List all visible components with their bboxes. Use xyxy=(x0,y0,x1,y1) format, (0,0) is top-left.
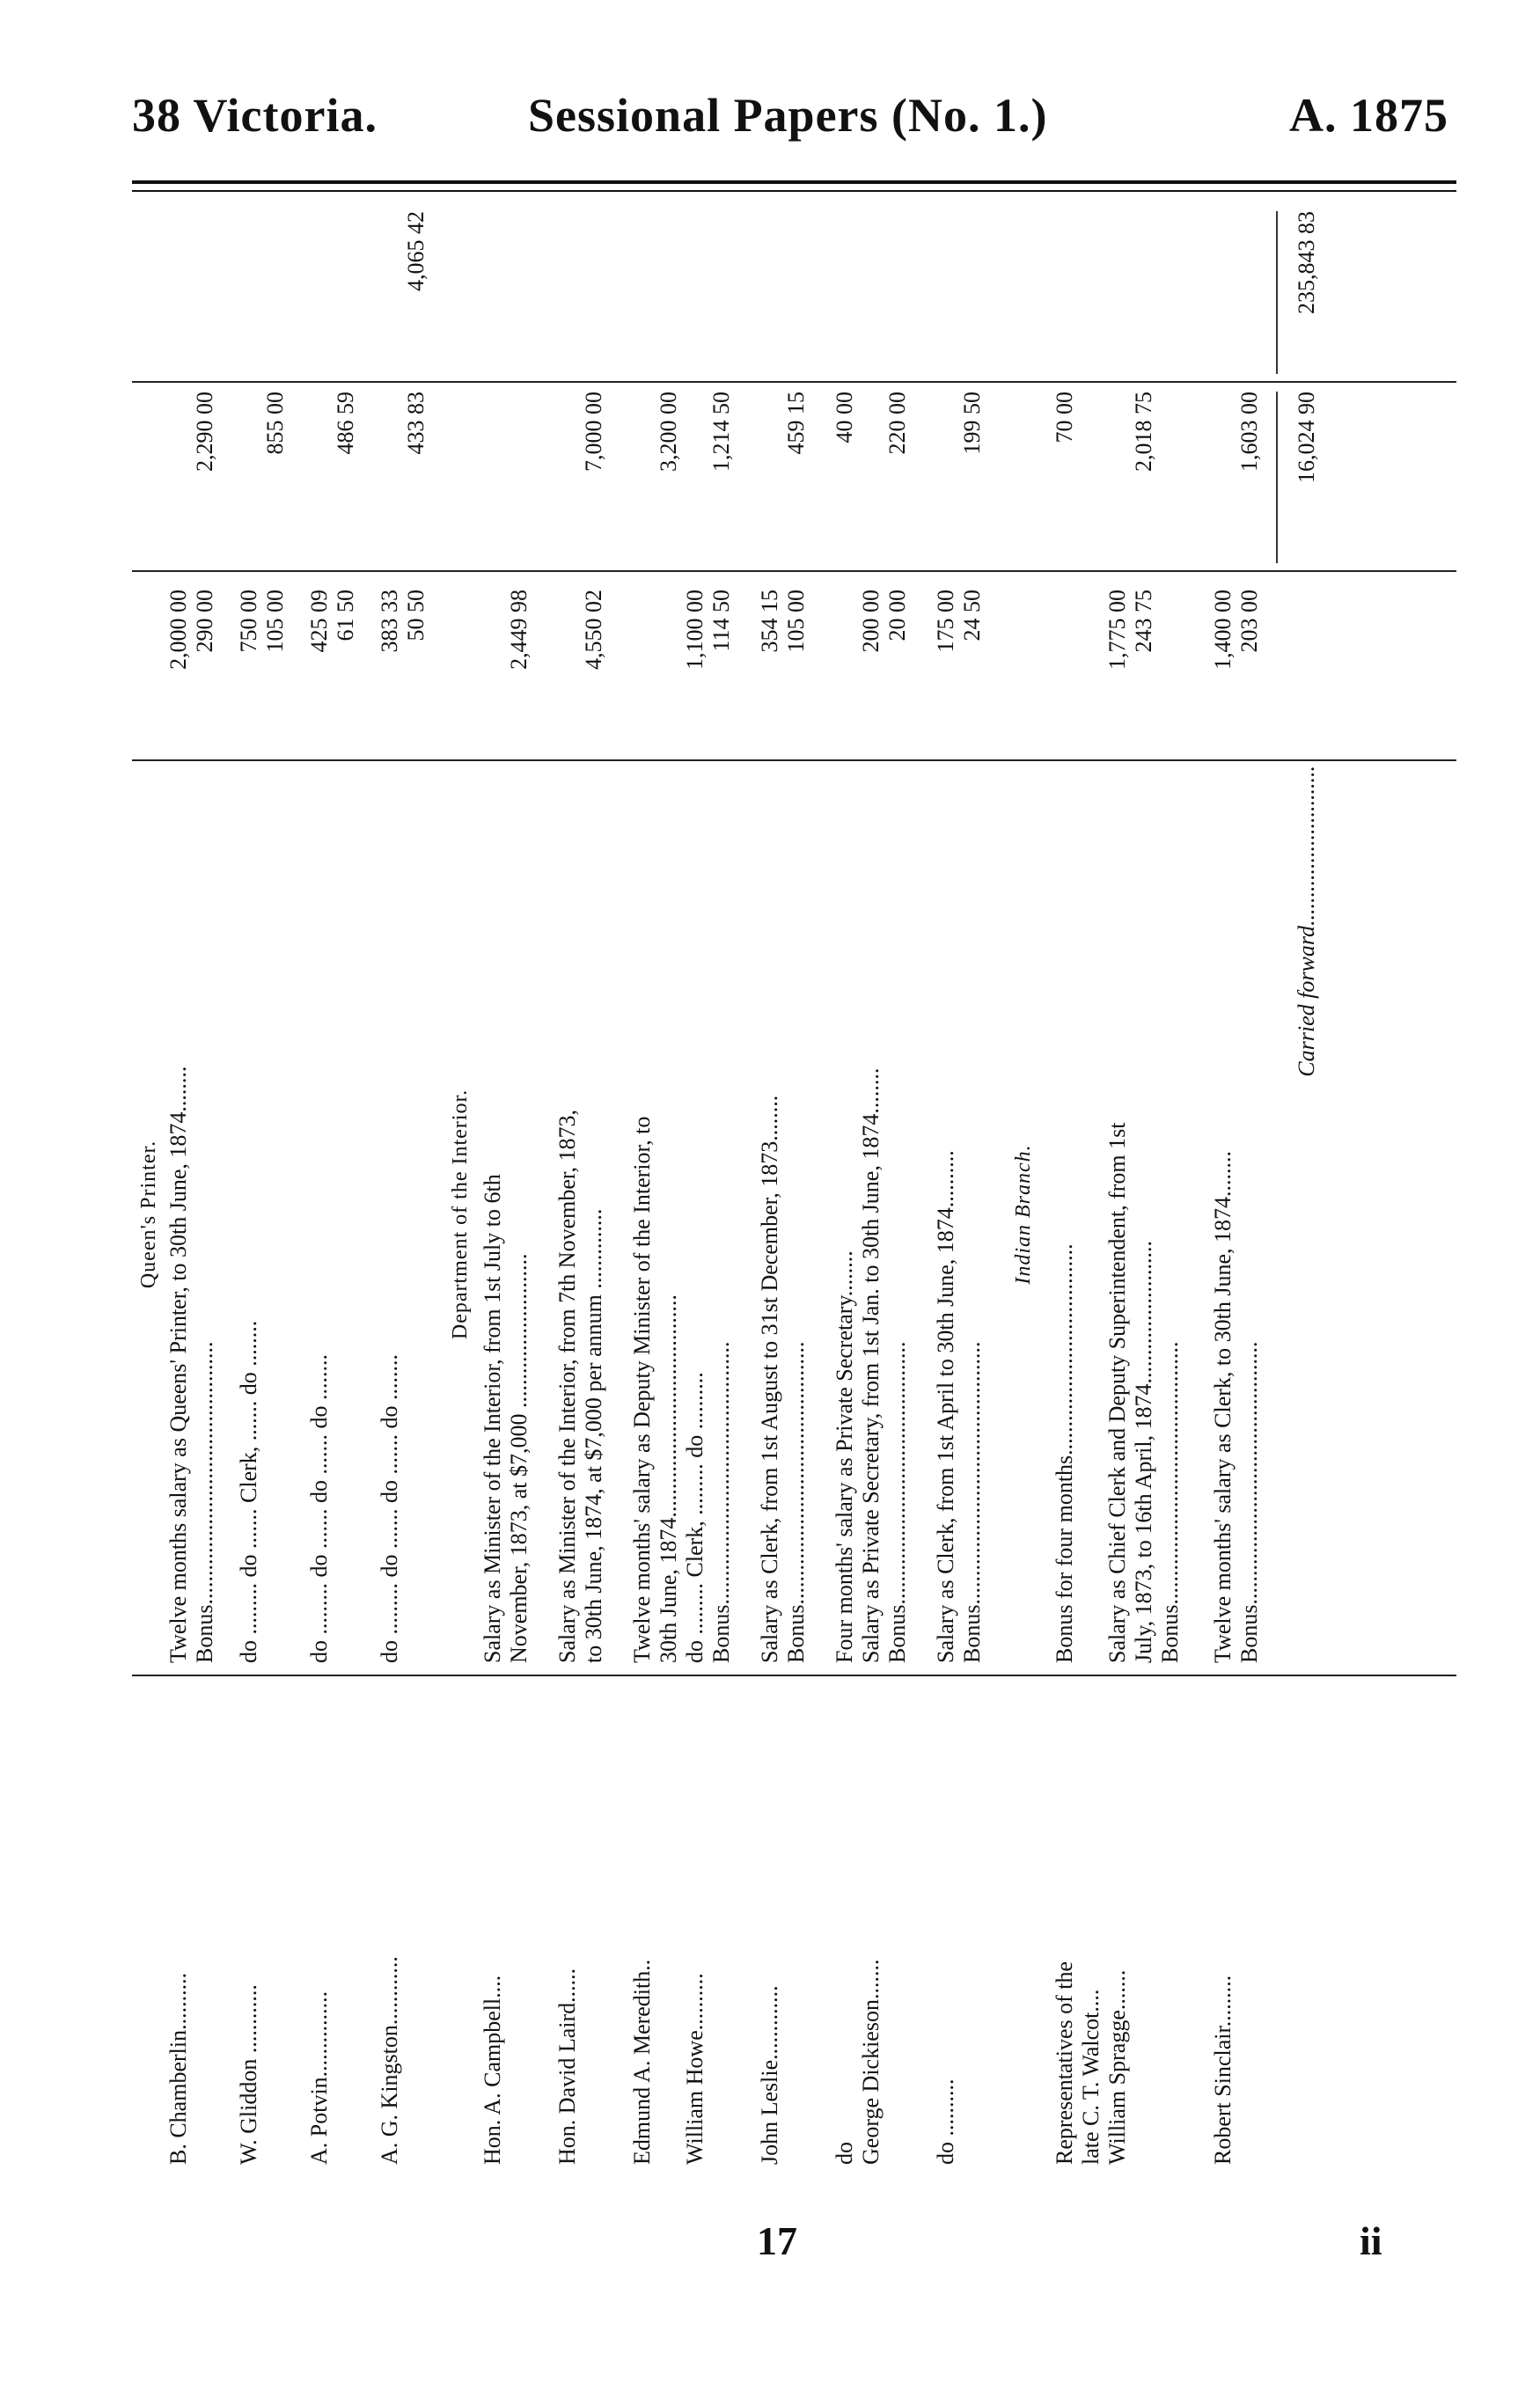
amount: 1,775 00 xyxy=(1104,590,1130,670)
amount: 1,100 00 xyxy=(682,590,708,670)
carried-total: 235,843 83 xyxy=(1294,211,1319,314)
running-head-session: 38 Victoria. xyxy=(132,89,378,142)
running-head-title: Sessional Papers (No. 1.) xyxy=(528,89,1048,142)
payee-name: William Spragge....... xyxy=(1104,1969,1130,2165)
subtotal: 40 00 xyxy=(832,392,857,443)
amount: 203 00 xyxy=(1236,590,1262,653)
amount: 200 00 xyxy=(858,590,884,653)
payment-description: do ......... do ....... Clerk, ....... do ........ xyxy=(236,1320,261,1663)
subtotal: 486 59 xyxy=(333,392,358,455)
payee-name: Hon. David Laird...... xyxy=(554,1968,580,2165)
payment-description: Salary as Minister of the Interior, from 1st July to 6th xyxy=(480,1174,505,1663)
payment-description: Bonus.............................................. xyxy=(1236,1341,1262,1663)
page-mark-right: ii xyxy=(1360,2218,1382,2263)
payee-name: Hon. A. Campbell.... xyxy=(480,1975,505,2165)
sum-rule xyxy=(1276,211,1278,374)
subtotal: 7,000 00 xyxy=(581,392,606,472)
subtotal: 2,290 00 xyxy=(192,392,217,472)
subtotal: 2,018 75 xyxy=(1131,392,1156,472)
running-head-year: A. 1875 xyxy=(1289,89,1448,142)
column-divider xyxy=(132,759,1456,761)
subtotal: 220 00 xyxy=(884,392,910,455)
payment-description: Salary as Clerk, from 1st August to 31st December, 1873........ xyxy=(757,1095,782,1663)
header-rule-thin xyxy=(132,190,1456,192)
payment-description: Salary as Minister of the Interior, from 7th November, 1873, xyxy=(554,1110,580,1663)
payment-description: Salary as Chief Clerk and Deputy Superintendent, from 1st xyxy=(1104,1122,1130,1663)
total: 4,065 42 xyxy=(403,211,429,291)
amount: 105 00 xyxy=(262,590,288,653)
payee-name: W. Gliddon ............ xyxy=(236,1984,261,2165)
carried-forward-label: Carried forward............................ xyxy=(1294,766,1319,1077)
payee-name: Robert Sinclair......... xyxy=(1210,1975,1236,2165)
payment-description: do ......... Clerk, ......... do .......... xyxy=(682,1372,708,1663)
payment-description: July, 1873, to 16th April, 1874......................... xyxy=(1131,1240,1156,1663)
payee-name: A. Potvin............... xyxy=(306,1990,332,2165)
payment-description: Bonus.............................................. xyxy=(708,1341,734,1663)
payee-name: do .......... xyxy=(933,2078,958,2165)
ledger-table-rotated xyxy=(132,201,1456,2173)
payment-description: November, 1873, at $7,000 ........................... xyxy=(506,1253,532,1663)
subtotal: 199 50 xyxy=(959,392,985,455)
payment-description: 30th June, 1874....................................... xyxy=(656,1294,681,1663)
payment-description: Salary as Private Secretary, from 1st Jan. to 30th June, 1874........ xyxy=(858,1067,884,1663)
amount: 4,550 02 xyxy=(581,590,606,670)
subtotal: 433 83 xyxy=(403,392,429,455)
amount: 1,400 00 xyxy=(1210,590,1236,670)
page-mark-left: 17 xyxy=(757,2218,797,2263)
payee-name: John Leslie............. xyxy=(757,1985,782,2165)
payee-name: late C. T. Walcot.... xyxy=(1078,1989,1104,2165)
payee-name: Edmund A. Meredith.. xyxy=(629,1959,655,2165)
column-divider xyxy=(132,381,1456,383)
payee-name: A. G. Kingston............ xyxy=(377,1956,402,2165)
payment-description: Bonus.............................................. xyxy=(1157,1341,1183,1663)
amount: 383 33 xyxy=(377,590,402,653)
amount: 61 50 xyxy=(333,590,358,641)
section-heading-indian-branch: Indian Branch. xyxy=(1012,1144,1035,1285)
payee-name: do xyxy=(832,2142,857,2165)
payee-name: Representatives of the xyxy=(1052,1961,1077,2165)
column-divider xyxy=(132,570,1456,572)
payment-description: Bonus for four months..................................... xyxy=(1052,1243,1077,1663)
payment-description: Bonus.............................................. xyxy=(884,1341,910,1663)
amount: 175 00 xyxy=(933,590,958,653)
amount: 20 00 xyxy=(884,590,910,641)
payee-name: William Howe.......... xyxy=(682,1973,708,2165)
subtotal: 1,214 50 xyxy=(708,392,734,472)
amount: 24 50 xyxy=(959,590,985,641)
sum-rule xyxy=(1276,392,1278,563)
amount: 2,000 00 xyxy=(165,590,191,670)
column-divider xyxy=(132,1675,1456,1676)
subtotal: 459 15 xyxy=(783,392,809,455)
payment-description: to 30th June, 1874, at $7,000 per annum .............. xyxy=(581,1208,606,1663)
payment-description: Four months' salary as Private Secretary........ xyxy=(832,1250,857,1663)
payment-description: Salary as Clerk, from 1st April to 30th June, 1874.......... xyxy=(933,1150,958,1663)
ledger-table xyxy=(132,201,1456,2173)
subtotal: 3,200 00 xyxy=(656,392,681,472)
subtotal: 1,603 00 xyxy=(1236,392,1262,472)
amount: 114 50 xyxy=(708,590,734,652)
section-heading-queens-printer: Queen's Printer. xyxy=(137,1140,160,1289)
payment-description: Bonus.............................................. xyxy=(192,1341,217,1663)
header-rule-thick xyxy=(132,180,1456,184)
carried-subtotal: 16,024 90 xyxy=(1294,392,1319,483)
payment-description: Twelve months' salary as Clerk, to 30th June, 1874........ xyxy=(1210,1150,1236,1663)
subtotal: 70 00 xyxy=(1052,392,1077,443)
subtotal: 855 00 xyxy=(262,392,288,455)
payment-description: Twelve months' salary as Deputy Minister of the Interior, to xyxy=(629,1116,655,1663)
amount: 425 09 xyxy=(306,590,332,653)
payment-description: Twelve months salary as Queens' Printer, to 30th June, 1874........ xyxy=(165,1066,191,1663)
payment-description: Bonus.............................................. xyxy=(959,1341,985,1663)
amount: 290 00 xyxy=(192,590,217,653)
payee-name: B. Chamberlin.......... xyxy=(165,1972,191,2165)
amount: 50 50 xyxy=(403,590,429,641)
amount: 2,449 98 xyxy=(506,590,532,670)
amount: 750 00 xyxy=(236,590,261,653)
payment-description: Bonus.............................................. xyxy=(783,1341,809,1663)
payee-name: George Dickieson....... xyxy=(858,1959,884,2165)
amount: 243 75 xyxy=(1131,590,1156,653)
section-heading-interior: Department of the Interior. xyxy=(449,1089,472,1340)
amount: 105 00 xyxy=(783,590,809,653)
amount: 354 15 xyxy=(757,590,782,653)
payment-description: do ......... do ....... do ....... do ........ xyxy=(306,1354,332,1663)
payment-description: do ......... do ....... do ....... do ........ xyxy=(377,1354,402,1663)
